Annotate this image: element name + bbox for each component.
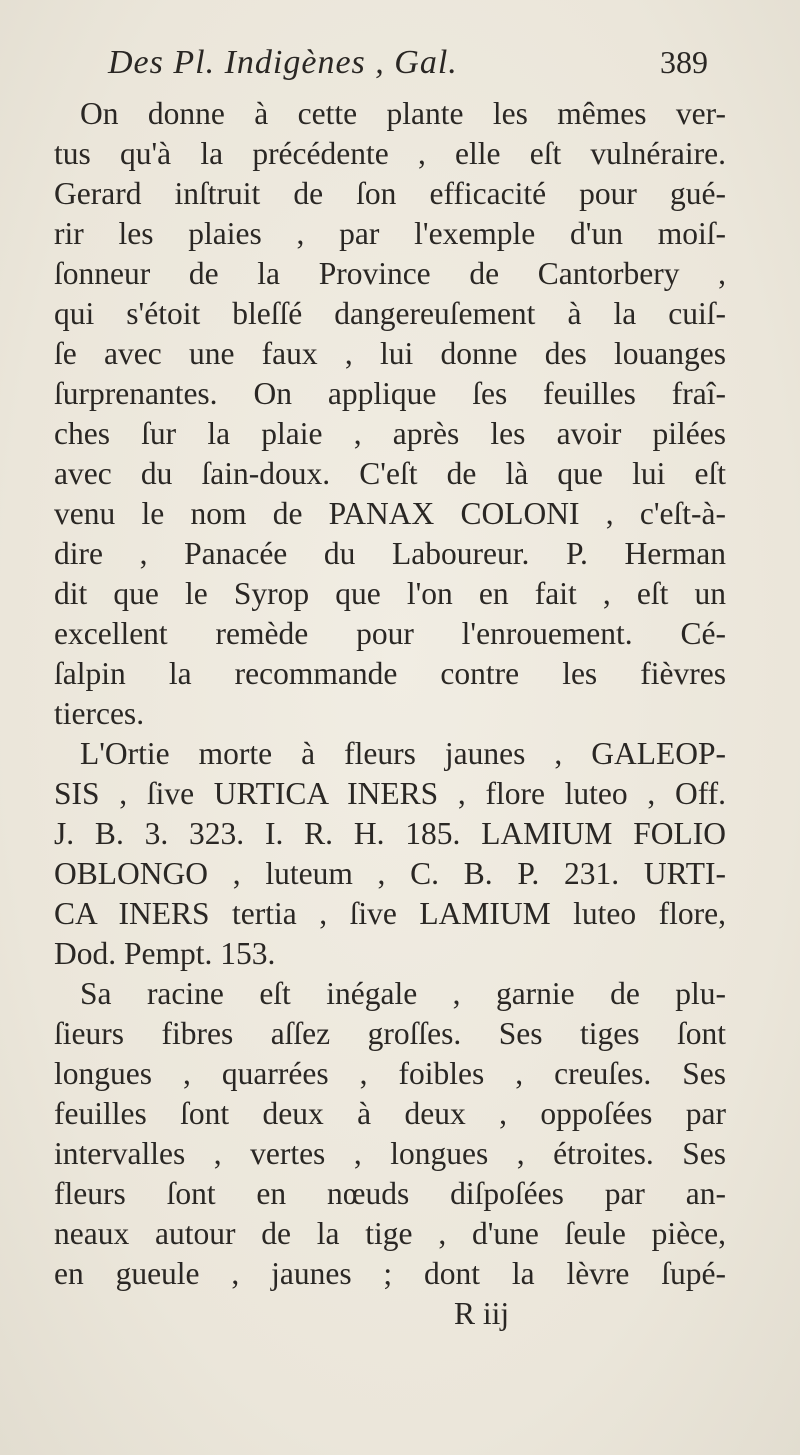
text-line: CA INERS tertia , ſive LAMIUM luteo flore,: [54, 896, 726, 931]
text-line: Dod. Pempt. 153.: [54, 936, 276, 971]
text-line: dire , Panacée du Laboureur. P. Herman: [54, 536, 726, 571]
text-line: J. B. 3. 323. I. R. H. 185. LAMIUM FOLIO: [54, 816, 726, 851]
running-title: Des Pl. Indigènes , Gal.: [108, 44, 458, 81]
text-line: ſonneur de la Province de Cantorbery ,: [54, 256, 726, 291]
text-line: en gueule , jaunes ; dont la lèvre ſupé-: [54, 1256, 726, 1291]
body-text: [54, 94, 726, 1334]
text-line: SIS , ſive URTICA INERS , flore luteo , Off.: [54, 776, 726, 811]
text-line: ches ſur la plaie , après les avoir pilées: [54, 416, 726, 451]
text-line: intervalles , vertes , longues , étroites. Ses: [54, 1136, 726, 1171]
page-number: 389: [660, 44, 708, 80]
running-header: [108, 38, 708, 98]
text-line: feuilles ſont deux à deux , oppoſées par: [54, 1096, 726, 1131]
text-line: Sa racine eſt inégale , garnie de plu-: [80, 976, 726, 1011]
text-line: avec du ſain-doux. C'eſt de là que lui eſt: [54, 456, 726, 491]
text-line: excellent remède pour l'enrouement. Cé-: [54, 616, 726, 651]
signature-mark: R iij: [454, 1296, 510, 1331]
text-line: qui s'étoit bleſſé dangereuſement à la cuiſ-: [54, 296, 726, 331]
text-line: ſalpin la recommande contre les fièvres: [54, 656, 726, 691]
text-line: longues , quarrées , foibles , creuſes. Ses: [54, 1056, 726, 1091]
text-line: tus qu'à la précédente , elle eſt vulnéraire.: [54, 136, 726, 171]
text-line: dit que le Syrop que l'on en fait , eſt un: [54, 576, 726, 611]
text-line: venu le nom de PANAX COLONI , c'eſt-à-: [54, 496, 726, 531]
text-line: On donne à cette plante les mêmes ver-: [80, 96, 726, 131]
text-line: Gerard inſtruit de ſon efficacité pour gué-: [54, 176, 726, 211]
text-line: fleurs ſont en nœuds diſpoſées par an-: [54, 1176, 726, 1211]
text-line: tierces.: [54, 696, 145, 731]
text-line: ſe avec une faux , lui donne des louanges: [54, 336, 726, 371]
text-line: OBLONGO , luteum , C. B. P. 231. URTI-: [54, 856, 726, 891]
text-line: neaux autour de la tige , d'une ſeule pièce,: [54, 1216, 726, 1251]
text-line: rir les plaies , par l'exemple d'un moiſ-: [54, 216, 726, 251]
text-line: ſurprenantes. On applique ſes feuilles fraî-: [54, 376, 726, 411]
text-line: L'Ortie morte à fleurs jaunes , GALEOP-: [80, 736, 726, 771]
text-line: ſieurs fibres aſſez groſſes. Ses tiges ſont: [54, 1016, 726, 1051]
